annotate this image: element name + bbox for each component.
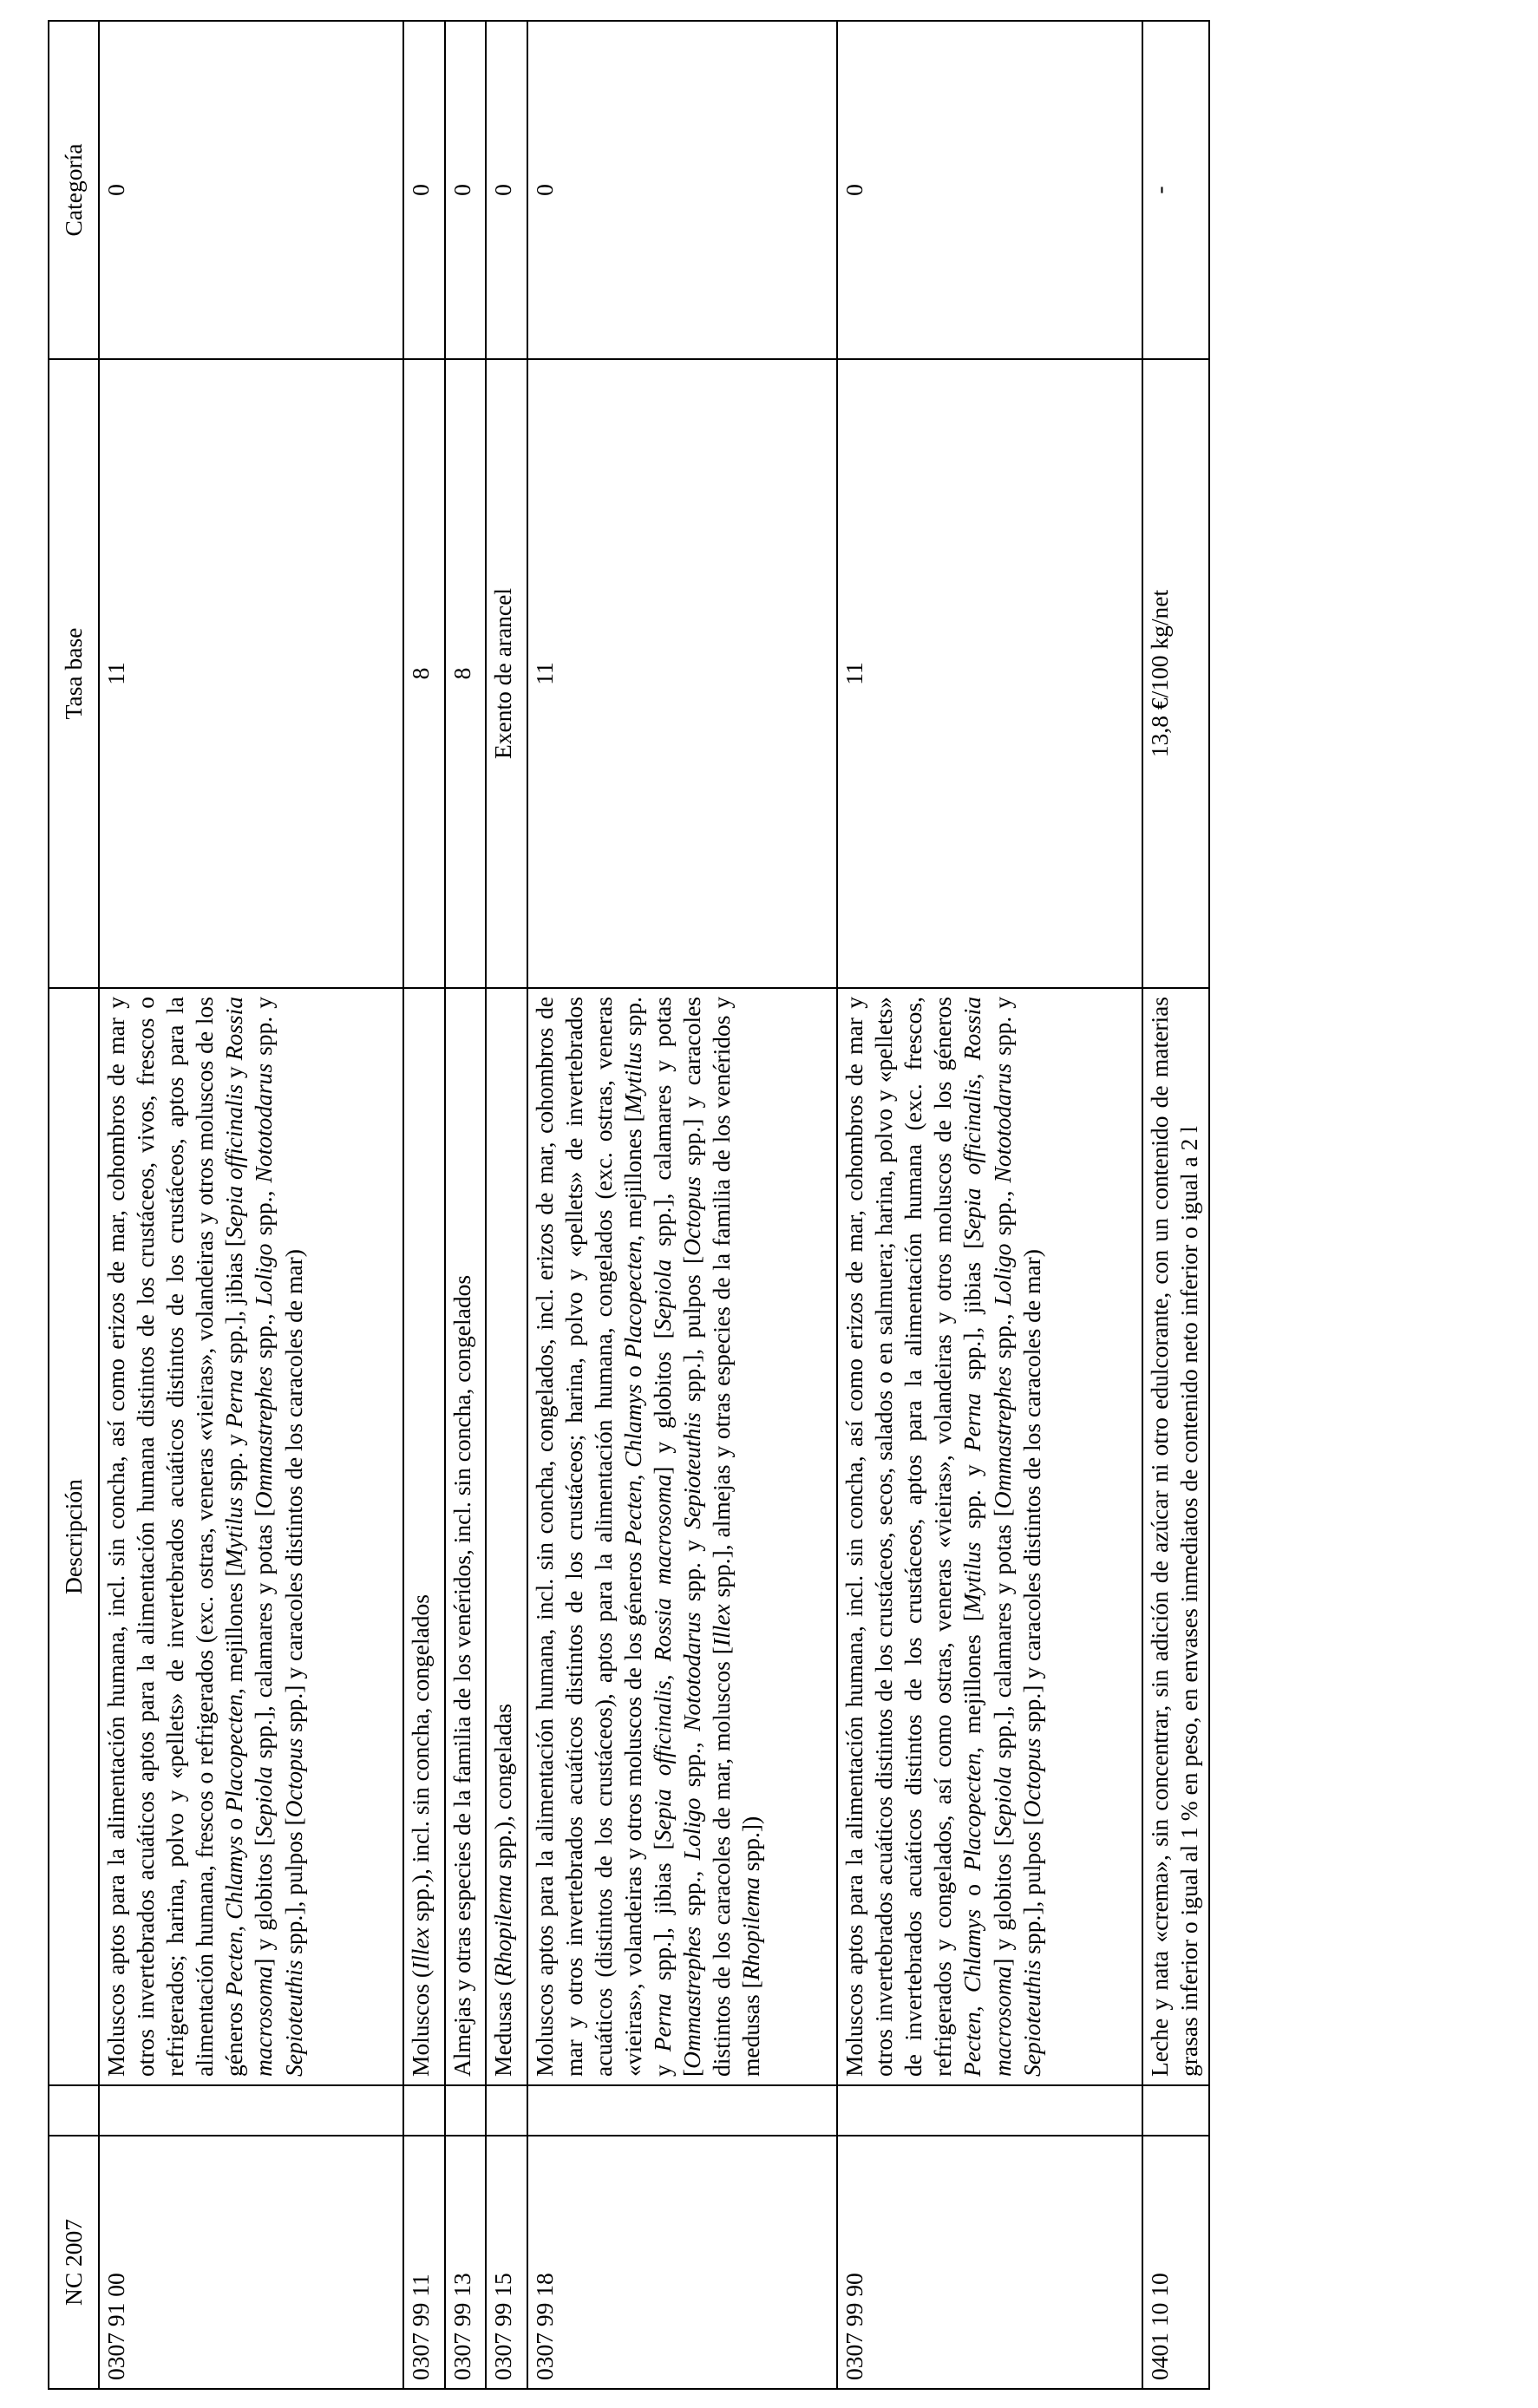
italic-term: Sepiola bbox=[649, 1259, 677, 1332]
cell-code: 0307 99 15 bbox=[486, 2136, 527, 2389]
italic-term: Mytilus bbox=[959, 1541, 986, 1613]
text-run: spp.], jibias [ bbox=[959, 1240, 986, 1393]
cell-spacer bbox=[1142, 2085, 1209, 2136]
text-run: spp., bbox=[250, 1182, 278, 1244]
italic-term: Sepioteuthis bbox=[279, 1960, 307, 2077]
italic-term: Rossia macrosoma bbox=[220, 996, 278, 2077]
cell-rate: 8 bbox=[403, 359, 445, 988]
table-header-row bbox=[49, 21, 99, 2389]
rotated-page bbox=[48, 22, 1210, 2390]
cell-category: - bbox=[1142, 21, 1209, 359]
italic-term: Ommastrephes bbox=[250, 1366, 278, 1509]
text-run: , mejillones [ bbox=[959, 1613, 986, 1753]
text-run: spp., bbox=[678, 1860, 706, 1927]
cell-code: 0401 10 10 bbox=[1142, 2136, 1209, 2389]
cell-rate: 11 bbox=[99, 359, 403, 988]
italic-term: Octopus bbox=[279, 1737, 307, 1818]
cell-code: 0307 99 13 bbox=[445, 2136, 487, 2389]
text-run: o bbox=[220, 1811, 248, 1836]
italic-term: Sepioteuthis bbox=[1018, 1960, 1045, 2077]
italic-term: Ommastrephes bbox=[988, 1366, 1016, 1509]
italic-term: Illex bbox=[708, 1604, 736, 1647]
text-run: spp.], jibias [ bbox=[220, 1239, 248, 1370]
text-run: ] y globitos [ bbox=[649, 1331, 677, 1475]
text-run: spp., bbox=[250, 1305, 278, 1367]
text-run: spp.] y caracoles distintos de los caracoles de mar, moluscos [ bbox=[678, 997, 736, 2077]
italic-term: Nototodarus bbox=[988, 1063, 1016, 1183]
text-run: , mejillones [ bbox=[618, 1114, 646, 1241]
text-run: spp.], calamares y potas [ bbox=[649, 996, 706, 2077]
text-run: Almejas y otras especies de la familia de los venéridos, incl. sin concha, congelados bbox=[448, 1274, 475, 2077]
text-run: spp., bbox=[678, 1731, 706, 1798]
text-run: spp.] y caracoles distintos de los caracoles de mar) bbox=[1018, 1249, 1045, 1738]
cell-description bbox=[527, 988, 837, 2085]
italic-term: Rhopilema bbox=[737, 1877, 765, 1981]
cell-description bbox=[837, 988, 1142, 2085]
table-row bbox=[486, 21, 527, 2389]
cell-spacer bbox=[486, 2085, 527, 2136]
text-run: spp., bbox=[988, 1305, 1016, 1367]
table-row bbox=[99, 21, 403, 2389]
italic-term: Perna bbox=[649, 1993, 677, 2052]
text-run: spp.], pulpos [ bbox=[678, 1255, 706, 1413]
cell-description bbox=[445, 988, 487, 2085]
cell-code: 0307 99 18 bbox=[527, 2136, 837, 2389]
italic-term: Mytilus bbox=[618, 1042, 646, 1115]
text-run: spp. y bbox=[250, 997, 278, 1063]
text-run: Medusas ( bbox=[489, 1978, 517, 2077]
italic-term: Loligo bbox=[250, 1243, 278, 1306]
header-code: NC 2007 bbox=[49, 2136, 99, 2389]
cell-category: 0 bbox=[486, 21, 527, 359]
cell-spacer bbox=[403, 2085, 445, 2136]
italic-term: Pecten, Chlamys bbox=[618, 1384, 646, 1546]
text-run: spp.], pulpos [ bbox=[279, 1817, 307, 1960]
italic-term: Placopecten bbox=[618, 1240, 646, 1359]
text-run: Moluscos aptos para la alimentación humana, incl. sin concha, así como erizos de mar, cohombros de mar y otros invertebrados acuáticos aptos para la alimentación humana distintos de los crustáceos, vivos, frescos o refrigerados; harina, polvo y «pellets» de invertebrados acuáticos distintos de los crustáceos, aptos para la alimentación humana, frescos o refrigerados (exc. ostras, veneras «vieiras», volandeiras y otros moluscos de los géneros bbox=[102, 997, 248, 2077]
text-run: spp.], almejas y otras especies de la familia de los venéridos y medusas [ bbox=[708, 997, 765, 2077]
cell-description bbox=[1142, 988, 1209, 2085]
table-row bbox=[527, 21, 837, 2389]
table-row bbox=[1142, 21, 1209, 2389]
italic-term: Sepia officinalis, Rossia macrosoma bbox=[649, 1474, 677, 1842]
text-run: o bbox=[959, 1870, 986, 1909]
cell-rate: 13,8 €/100 kg/net bbox=[1142, 359, 1209, 988]
cell-category: 0 bbox=[99, 21, 403, 359]
text-run: ] y globitos [ bbox=[250, 1837, 278, 1966]
text-run: spp. y bbox=[678, 1528, 706, 1613]
italic-term: Placopecten bbox=[959, 1752, 986, 1871]
text-run: spp. y bbox=[959, 1451, 986, 1542]
text-run: spp.], calamares y potas [ bbox=[250, 1508, 278, 1767]
text-run: o bbox=[618, 1358, 646, 1384]
italic-term: Sepioteuthis bbox=[678, 1412, 706, 1529]
table-row bbox=[403, 21, 445, 2389]
header-spacer bbox=[49, 2085, 99, 2136]
cell-category: 0 bbox=[527, 21, 837, 359]
text-run: , mejillones [ bbox=[220, 1568, 248, 1694]
cell-code: 0307 99 11 bbox=[403, 2136, 445, 2389]
italic-term: Mytilus bbox=[220, 1496, 248, 1569]
italic-term: Sepiola bbox=[988, 1766, 1016, 1838]
italic-term: Illex bbox=[407, 1927, 435, 1970]
text-run: Moluscos aptos para la alimentación humana, incl. sin concha, así como erizos de mar, cohombros de mar y otros invertebrados acuáticos distintos de los crustáceos, secos, salados o en salmuera; harina, polvo y «pellets» de invertebrados acuáticos distintos de los crustáceos, aptos para la alimentación humana (exc. frescos, refrigerados y congelados, así como ostras, veneras «vieiras», volandeiras y otros moluscos de los géneros bbox=[841, 997, 957, 2077]
italic-term: Sepia officinalis bbox=[220, 1084, 248, 1240]
text-run: spp.], pulpos [ bbox=[1018, 1817, 1045, 1960]
table-row bbox=[837, 21, 1142, 2389]
italic-term: Perna bbox=[220, 1369, 248, 1429]
text-run: spp.], jibias [ bbox=[649, 1842, 677, 1994]
cell-description bbox=[99, 988, 403, 2085]
header-description: Descripción bbox=[49, 988, 99, 2085]
cell-category: 0 bbox=[837, 21, 1142, 359]
text-run: spp.] y caracoles distintos de los caracoles de mar) bbox=[279, 1249, 307, 1738]
text-run: spp., bbox=[988, 1182, 1016, 1244]
italic-term: Sepiola bbox=[250, 1766, 278, 1838]
cell-category: 0 bbox=[403, 21, 445, 359]
italic-term: Ommastrephes bbox=[678, 1926, 706, 2069]
cell-description bbox=[403, 988, 445, 2085]
text-run: Moluscos aptos para la alimentación humana, incl. sin concha, congelados, incl. erizos de mar, cohombros de mar y otros invertebrados acuáticos distintos de los crustáceos; harina, polvo y «pellets» de invertebrados acuáticos (distintos de los crustáceos), aptos para la alimentación humana, congelados (exc. ostras, veneras «vieiras», volandeiras y otros moluscos de los géneros bbox=[530, 997, 646, 2077]
text-run: y bbox=[220, 1060, 248, 1085]
cell-spacer bbox=[445, 2085, 487, 2136]
cell-rate: 8 bbox=[445, 359, 487, 988]
cell-rate: 11 bbox=[837, 359, 1142, 988]
text-run: spp. y bbox=[220, 1428, 248, 1497]
text-run: spp.), congeladas bbox=[489, 1704, 517, 1875]
header-category: Categoría bbox=[49, 21, 99, 359]
italic-term: Pecten, Chlamys bbox=[959, 1908, 986, 2077]
cell-description bbox=[486, 988, 527, 2085]
text-run: spp. y bbox=[988, 997, 1016, 1063]
italic-term: Placopecten bbox=[220, 1693, 248, 1812]
italic-term: Pecten, Chlamys bbox=[220, 1835, 248, 1997]
cell-rate: 11 bbox=[527, 359, 837, 988]
italic-term: Loligo bbox=[678, 1797, 706, 1861]
text-run: ] y globitos [ bbox=[988, 1837, 1016, 1966]
cell-spacer bbox=[837, 2085, 1142, 2136]
text-run: spp. y bbox=[618, 997, 677, 2077]
italic-term: Perna bbox=[959, 1392, 986, 1452]
cell-spacer bbox=[527, 2085, 837, 2136]
cell-spacer bbox=[99, 2085, 403, 2136]
italic-term: Rhopilema bbox=[489, 1875, 517, 1979]
italic-term: Octopus bbox=[678, 1176, 706, 1256]
table-row bbox=[445, 21, 487, 2389]
italic-term: Octopus bbox=[1018, 1737, 1045, 1818]
text-run: spp.], calamares y potas [ bbox=[988, 1508, 1016, 1767]
cell-category: 0 bbox=[445, 21, 487, 359]
cell-code: 0307 91 00 bbox=[99, 2136, 403, 2389]
text-run: spp.), incl. sin concha, congelados bbox=[407, 1594, 435, 1928]
text-run: spp.]) bbox=[737, 1816, 765, 1878]
text-run: Leche y nata «crema», sin concentrar, sin adición de azúcar ni otro edulcorante, con un contenido de materias grasas inferior o igual al 1 % en peso, en envases inmediatos de contenido neto inferior o igual a 2 l bbox=[1146, 997, 1203, 2077]
italic-term: Sepia officinalis, Rossia macrosoma bbox=[959, 997, 1016, 2077]
header-rate: Tasa base bbox=[49, 359, 99, 988]
cell-code: 0307 99 90 bbox=[837, 2136, 1142, 2389]
text-run: Moluscos ( bbox=[407, 1970, 435, 2077]
italic-term: Nototodarus bbox=[250, 1063, 278, 1183]
italic-term: Loligo bbox=[988, 1243, 1016, 1306]
cell-rate: Exento de arancel bbox=[486, 359, 527, 988]
tariff-table bbox=[48, 20, 1210, 2390]
italic-term: Nototodarus bbox=[678, 1612, 706, 1731]
